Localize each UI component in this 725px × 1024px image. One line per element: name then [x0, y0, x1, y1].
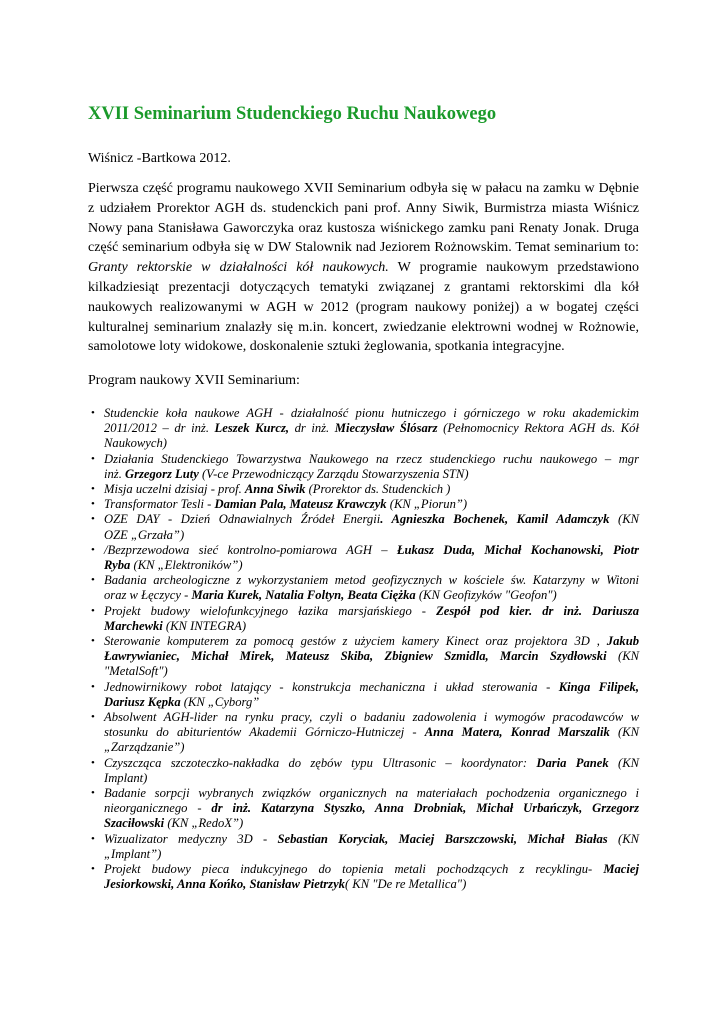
bullet-icon: •: [91, 863, 95, 876]
program-item-line: [104, 467, 639, 482]
program-item-line: [104, 801, 639, 816]
item-text: dr inż.: [289, 421, 335, 436]
item-text: Sterowanie komputerem za pomocą gestów z użyciem kamery Kinect oraz projektora 3D ,: [104, 634, 607, 649]
bullet-icon: •: [91, 498, 95, 511]
author-names: Anna Siwik: [244, 482, 306, 497]
program-list: [91, 406, 639, 893]
item-text: (V-ce Przewodniczący Zarządu Stowarzyszenia STN): [198, 466, 469, 481]
intro-line-topic: [88, 258, 639, 278]
intro-line: z udziałem Prorektor AGH ds. studenckich pani prof. Anny Siwik, Burmistrza miasta Wiśnicz: [88, 200, 639, 216]
item-text: Implant): [104, 770, 148, 785]
item-text: (KN: [607, 831, 639, 846]
item-text: Projekt budowy wielofunkcyjnego łazika marsjańskiego -: [104, 603, 437, 618]
intro-line: Pierwsza część programu naukowego XVII Seminarium odbyła się w pałacu na zamku w Dębnie: [88, 181, 639, 196]
author-names: Kinga Filipek,: [558, 679, 640, 694]
bullet-icon: •: [91, 543, 95, 556]
program-item: [91, 710, 639, 756]
seminar-topic: Granty rektorskie w działalności kół naukowych.: [88, 260, 389, 276]
author-names: Daria Panek: [536, 755, 609, 770]
item-text: (Prorektor ds. Studenckich ): [305, 482, 451, 497]
program-item-line: [104, 786, 639, 801]
item-text: OZE „Grzała”): [104, 527, 185, 542]
author-names: Jesiorkowski, Anna Końko, Stanisław Pietrzyk: [104, 877, 345, 892]
item-text: 2011/2012 – dr inż.: [104, 421, 215, 436]
program-item-line: [104, 649, 639, 664]
program-item: [91, 482, 639, 497]
author-names: Ryba: [104, 558, 131, 573]
author-names: . Agnieszka Bochenek, Kamil Adamczyk: [380, 512, 610, 527]
item-text: Studenckie koła naukowe AGH - działalność pionu hutniczego i górniczego w roku akademickim: [104, 406, 639, 420]
item-text: ( KN "De re Metallica"): [344, 877, 467, 892]
author-names: Leszek Kurcz,: [214, 421, 290, 436]
author-names: Marchewki: [104, 618, 163, 633]
author-names: Sebastian Koryciak, Maciej Barszczowski, Michał Białas: [277, 831, 608, 846]
program-item-line: [104, 497, 639, 512]
program-item: [91, 832, 639, 862]
program-item-line: [104, 695, 639, 710]
program-item-line: [104, 452, 639, 467]
item-text: inż.: [104, 466, 125, 481]
program-item: [91, 573, 639, 603]
author-names: Mieczysław Ślósarz: [334, 421, 438, 436]
author-names: Damian Pala, Mateusz Krawczyk: [214, 497, 387, 512]
item-text: Transformator Tesli -: [104, 497, 215, 512]
author-names: Szaciłowski: [104, 816, 165, 831]
intro-line: samolotowe loty widokowe, doskonalenie sztuki żeglowania, spotkania integracyjne.: [88, 339, 565, 355]
author-names: Jakub: [606, 634, 639, 649]
item-text: Wizualizator medyczny 3D -: [104, 831, 278, 846]
bullet-icon: •: [91, 513, 95, 526]
bullet-icon: •: [91, 604, 95, 617]
item-text: (KN INTEGRA): [162, 618, 247, 633]
item-text: oraz w Łęczycy -: [104, 588, 192, 603]
item-text: Badanie sorpcji wybranych związków organicznych na materiałach pochodzenia organicznego i: [104, 786, 639, 801]
program-item-line: [104, 619, 639, 634]
item-text: Naukowych): [104, 436, 167, 451]
program-item-line: [104, 771, 639, 786]
author-names: Grzegorz Luty: [125, 466, 199, 481]
item-text: Projekt budowy pieca indukcyjnego do topienia metali pochodzących z recyklingu-: [104, 862, 604, 877]
author-names: Maciej: [603, 862, 639, 877]
program-item-line: [104, 634, 639, 649]
program-item-line: [104, 725, 639, 740]
program-item-line: [104, 512, 639, 527]
program-item-line: [104, 573, 639, 588]
program-item: [91, 862, 639, 892]
bullet-icon: •: [91, 483, 95, 496]
program-heading: Program naukowy XVII Seminarium:: [88, 373, 300, 388]
program-item-line: [104, 406, 639, 421]
item-text: (Pełnomocnicy Rektora AGH ds. Kół: [437, 421, 639, 436]
author-names: Ławrywianiec, Michał Mirek, Mateusz Skiba, Zbigniew Szmidla, Marcin Szydłowski: [104, 649, 607, 664]
item-text: „Implant”): [104, 846, 162, 861]
item-text: (KN „Elektroników”): [130, 558, 243, 573]
bullet-icon: •: [91, 680, 95, 693]
program-item-line: [104, 664, 639, 679]
item-text: stosunku do abiturientów Akademii Górniczo-Hutniczej -: [104, 725, 425, 740]
program-item-line: [104, 877, 639, 892]
item-text: Misja uczelni dzisiaj - prof.: [104, 482, 245, 497]
intro-line: kilkadziesiąt prezentacji dotyczących tematyki związanej z grantami rektorskimi dla kół: [88, 279, 639, 295]
program-item-line: [104, 588, 639, 603]
author-names: Zespół pod kier. dr inż. Dariusza: [436, 603, 639, 618]
item-text: Czyszcząca szczoteczko-nakładka do zębów typu Ultrasonic – koordynator:: [104, 755, 537, 770]
program-item-line: [104, 816, 639, 831]
bullet-icon: •: [91, 635, 95, 648]
item-text: Absolwent AGH-lider na rynku pracy, czyli o badaniu zadowolenia i wymogów pracodawców w: [104, 710, 639, 725]
item-text: OZE DAY - Dzień Odnawialnych Źródeł Energii: [104, 512, 381, 527]
program-item-line: [104, 558, 639, 573]
intro-line: kulturalnej seminarium znalazły się m.in. koncert, zwiedzanie elektrowni wodnej w Rożnowie,: [88, 319, 639, 335]
author-names: Maria Kurek, Natalia Foltyn, Beata Ciężka: [191, 588, 416, 603]
item-text: (KN: [608, 755, 639, 770]
program-item: [91, 680, 639, 710]
intro-line: część seminarium odbyła się w DW Stalownik nad Jeziorem Rożnowskim. Temat seminarium to:: [88, 240, 639, 256]
bullet-icon: •: [91, 756, 95, 769]
program-item: [91, 452, 639, 482]
program-item: [91, 406, 639, 452]
item-text: „Zarządzanie”): [104, 740, 185, 755]
item-text: (KN: [606, 649, 639, 664]
program-item: [91, 786, 639, 832]
item-text: Badania archeologiczne z wykorzystaniem metod geofizycznych w kościele św. Katarzyny w Witoni: [104, 573, 639, 588]
bullet-icon: •: [91, 452, 95, 465]
program-item-line: [104, 528, 639, 543]
program-item-line: [104, 862, 639, 877]
bullet-icon: •: [91, 832, 95, 845]
item-text: nieorganicznego -: [104, 801, 212, 816]
item-text: (KN: [609, 725, 639, 740]
program-item: [91, 756, 639, 786]
program-item-line: [104, 740, 639, 755]
place-date: Wiśnicz -Bartkowa 2012.: [88, 151, 231, 166]
program-item: [91, 543, 639, 573]
item-text: (KN „Cyborg”: [180, 694, 260, 709]
item-text: (KN „Piorun”): [386, 497, 468, 512]
item-text: /Bezprzewodowa sieć kontrolno-pomiarowa AGH –: [104, 542, 397, 557]
item-text: Jednowirnikowy robot latający - konstrukcja mechaniczna i układ sterowania -: [104, 679, 559, 694]
program-item: [91, 604, 639, 634]
program-item-line: [104, 421, 639, 436]
bullet-icon: •: [91, 407, 95, 419]
bullet-icon: •: [91, 711, 95, 724]
intro-line: Nowy pana Stanisława Gaworczyka oraz kustosza wiśnickego zamku pani Renaty Jonak. Druga: [88, 220, 639, 236]
author-names: Łukasz Duda, Michał Kochanowski, Piotr: [396, 542, 639, 557]
item-text: (KN Geofizyków "Geofon"): [415, 588, 557, 603]
intro-paragraph: [88, 179, 639, 357]
program-item: [91, 512, 639, 542]
intro-line-continuation: W programie naukowym przedstawiono: [397, 260, 639, 276]
program-item: [91, 497, 639, 512]
bullet-icon: •: [91, 787, 95, 800]
program-item-line: [104, 710, 639, 725]
program-item-line: [104, 832, 639, 847]
program-item-line: [104, 482, 639, 497]
program-item: [91, 634, 639, 680]
item-text: (KN: [609, 512, 639, 527]
program-item-line: [104, 436, 639, 451]
intro-line: naukowych realizowanymi w AGH w 2012 (program naukowy poniżej) a w bogatej części: [88, 299, 639, 315]
item-text: (KN „RedoX”): [164, 816, 244, 831]
program-item-line: [104, 756, 639, 771]
program-item-line: [104, 543, 639, 558]
author-names: Anna Matera, Konrad Marszalik: [424, 725, 610, 740]
author-names: Dariusz Kępka: [104, 694, 181, 709]
document-title: XVII Seminarium Studenckiego Ruchu Naukowego: [88, 104, 497, 124]
item-text: "MetalSoft"): [104, 664, 168, 679]
item-text: Działania Studenckiego Towarzystwa Naukowego na rzecz studenckiego ruchu naukowego – mgr: [104, 451, 639, 466]
author-names: dr inż. Katarzyna Styszko, Anna Drobniak, Michał Urbańczyk, Grzegorz: [211, 801, 639, 816]
program-item-line: [104, 680, 639, 695]
program-item-line: [104, 604, 639, 619]
bullet-icon: •: [91, 574, 95, 587]
program-item-line: [104, 847, 639, 862]
